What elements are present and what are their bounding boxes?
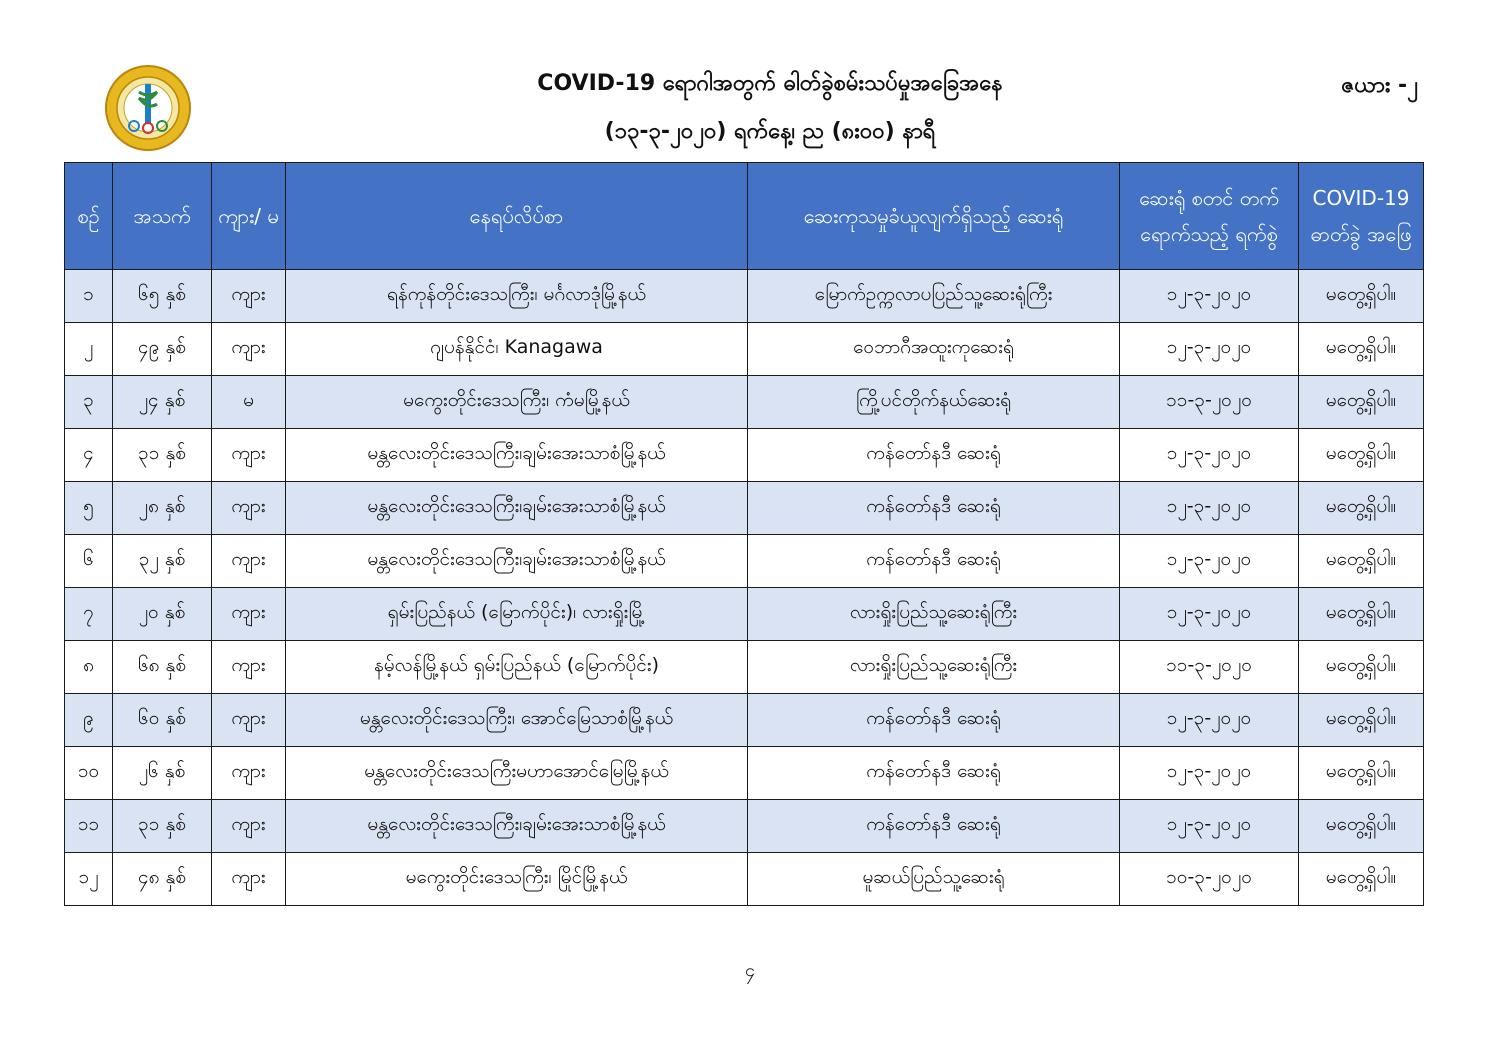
cell-admission-date: ၁၂-၃-၂၀၂၀ [1120, 535, 1299, 588]
cell-gender: ကျား [212, 270, 286, 323]
table-row [65, 323, 1424, 376]
cell-gender: ကျား [212, 588, 286, 641]
column-header-age: အသက် [113, 163, 212, 270]
cell-admission-date: ၁၂-၃-၂၀၂၀ [1120, 429, 1299, 482]
cell-hospital: ကန်တော်နဒီ ဆေးရုံ [748, 747, 1120, 800]
cell-address: မန္တလေးတိုင်းဒေသကြီး၊ အောင်မြေသာစံမြို့နယ် [286, 694, 748, 747]
cell-test-result: မတွေ့ရှိပါ။ [1299, 588, 1424, 641]
cell-test-result: မတွေ့ရှိပါ။ [1299, 482, 1424, 535]
cell-hospital: ကြို့ပင်တိုက်နယ်ဆေးရုံ [748, 376, 1120, 429]
page-number: ၄ [744, 960, 756, 981]
cell-test-result: မတွေ့ရှိပါ။ [1299, 800, 1424, 853]
cell-address: မန္တလေးတိုင်းဒေသကြီး၊ချမ်းအေးသာစံမြို့နယ် [286, 429, 748, 482]
cell-admission-date: ၁၂-၃-၂၀၂၀ [1120, 270, 1299, 323]
cell-address: မန္တလေးတိုင်းဒေသကြီးမဟာအောင်မြေမြို့နယ် [286, 747, 748, 800]
cell-admission-date: ၁၂-၃-၂၀၂၀ [1120, 482, 1299, 535]
cell-gender: ကျား [212, 641, 286, 694]
cell-test-result: မတွေ့ရှိပါ။ [1299, 270, 1424, 323]
cell-no: ၁ [65, 270, 113, 323]
table-row [65, 270, 1424, 323]
cell-age: ၂၀ နှစ် [113, 588, 212, 641]
column-header-no: စဉ် [65, 163, 113, 270]
cell-admission-date: ၁၂-၃-၂၀၂၀ [1120, 588, 1299, 641]
cell-hospital: ကန်တော်နဒီ ဆေးရုံ [748, 535, 1120, 588]
table-header-row [65, 163, 1424, 270]
annex-label: ဇယား -၂ [1341, 73, 1418, 98]
cell-test-result: မတွေ့ရှိပါ။ [1299, 323, 1424, 376]
cell-address: မကွေးတိုင်းဒေသကြီး၊ ကံမမြို့နယ် [286, 376, 748, 429]
cell-admission-date: ၁၁-၃-၂၀၂၀ [1120, 376, 1299, 429]
cell-age: ၆၅ နှစ် [113, 270, 212, 323]
table-row [65, 694, 1424, 747]
cell-gender: ကျား [212, 323, 286, 376]
column-header-hospital: ဆေးကုသမှုခံယူလျက်ရှိသည့် ဆေးရုံ [748, 163, 1120, 270]
cell-test-result: မတွေ့ရှိပါ။ [1299, 853, 1424, 906]
cases-table [64, 162, 1424, 906]
column-header-address: နေရပ်လိပ်စာ [286, 163, 748, 270]
column-header-admission-date: ဆေးရုံ စတင် တက်ရောက်သည့် ရက်စွဲ [1120, 163, 1299, 270]
cell-age: ၂၄ နှစ် [113, 376, 212, 429]
cell-admission-date: ၁၂-၃-၂၀၂၀ [1120, 800, 1299, 853]
cell-no: ၂ [65, 323, 113, 376]
cell-address: ရှမ်းပြည်နယ် (မြောက်ပိုင်း)၊ လားရှိုးမြို့ [286, 588, 748, 641]
cell-no: ၁၀ [65, 747, 113, 800]
cell-age: ၃၁ နှစ် [113, 429, 212, 482]
cell-gender: ကျား [212, 535, 286, 588]
cell-age: ၄၈ နှစ် [113, 853, 212, 906]
cell-gender: ကျား [212, 747, 286, 800]
cell-gender: ကျား [212, 429, 286, 482]
page-title: COVID-19 ရောဂါအတွက် ဓါတ်ခွဲစမ်းသပ်မှုအခြေအနေ [537, 71, 1003, 96]
cell-no: ၄ [65, 429, 113, 482]
cell-address: မန္တလေးတိုင်းဒေသကြီး၊ချမ်းအေးသာစံမြို့နယ် [286, 800, 748, 853]
cell-admission-date: ၁၂-၃-၂၀၂၀ [1120, 747, 1299, 800]
cell-address: မကွေးတိုင်းဒေသကြီး၊ မြိုင်မြို့နယ် [286, 853, 748, 906]
cell-age: ၆၀ နှစ် [113, 694, 212, 747]
cell-address: မန္တလေးတိုင်းဒေသကြီး၊ချမ်းအေးသာစံမြို့နယ် [286, 535, 748, 588]
table-row [65, 376, 1424, 429]
cell-hospital: ကန်တော်နဒီ ဆေးရုံ [748, 800, 1120, 853]
table-row [65, 853, 1424, 906]
cell-hospital: မြောက်ဥက္ကလာပပြည်သူ့ဆေးရုံကြီး [748, 270, 1120, 323]
cell-no: ၁၂ [65, 853, 113, 906]
cell-age: ၆၈ နှစ် [113, 641, 212, 694]
cell-test-result: မတွေ့ရှိပါ။ [1299, 376, 1424, 429]
cell-test-result: မတွေ့ရှိပါ။ [1299, 747, 1424, 800]
cell-test-result: မတွေ့ရှိပါ။ [1299, 694, 1424, 747]
cell-no: ၈ [65, 641, 113, 694]
table-row [65, 429, 1424, 482]
column-header-test-result: COVID-19 ဓာတ်ခွဲ အဖြေ [1299, 163, 1424, 270]
cell-admission-date: ၁၀-၃-၂၀၂၀ [1120, 853, 1299, 906]
cell-no: ၆ [65, 535, 113, 588]
cell-age: ၄၉ နှစ် [113, 323, 212, 376]
cell-no: ၃ [65, 376, 113, 429]
cell-test-result: မတွေ့ရှိပါ။ [1299, 429, 1424, 482]
cell-age: ၂၆ နှစ် [113, 747, 212, 800]
cell-no: ၅ [65, 482, 113, 535]
cell-no: ၁၁ [65, 800, 113, 853]
cell-age: ၂၈ နှစ် [113, 482, 212, 535]
table-row [65, 747, 1424, 800]
cell-age: ၃၂ နှစ် [113, 535, 212, 588]
table-row [65, 588, 1424, 641]
cell-admission-date: ၁၂-၃-၂၀၂၀ [1120, 694, 1299, 747]
cell-gender: ကျား [212, 800, 286, 853]
page-subtitle: (၁၃-၃-၂၀၂၀) ရက်နေ့၊ ည (၈း၀၀) နာရီ [604, 119, 936, 144]
cell-hospital: ဝေဘာဂီအထူးကုဆေးရုံ [748, 323, 1120, 376]
cell-gender: ကျား [212, 853, 286, 906]
cell-no: ၇ [65, 588, 113, 641]
column-header-gender: ကျား/ မ [212, 163, 286, 270]
cell-address: ရန်ကုန်တိုင်းဒေသကြီး၊ မင်္ဂလာဒုံမြို့နယ် [286, 270, 748, 323]
cell-age: ၃၁ နှစ် [113, 800, 212, 853]
cell-gender: ကျား [212, 694, 286, 747]
table-row [65, 482, 1424, 535]
cell-gender: မ [212, 376, 286, 429]
table-row [65, 800, 1424, 853]
cell-address: မန္တလေးတိုင်းဒေသကြီး၊ချမ်းအေးသာစံမြို့နယ် [286, 482, 748, 535]
cell-hospital: ကန်တော်နဒီ ဆေးရုံ [748, 482, 1120, 535]
cell-hospital: ကန်တော်နဒီ ဆေးရုံ [748, 429, 1120, 482]
cell-hospital: ကန်တော်နဒီ ဆေးရုံ [748, 694, 1120, 747]
cell-hospital: လားရှိုးပြည်သူ့ဆေးရုံကြီး [748, 588, 1120, 641]
table-row [65, 535, 1424, 588]
cell-address: နမ့်လန်မြို့နယ် ရှမ်းပြည်နယ် (မြောက်ပိုင်း) [286, 641, 748, 694]
cell-admission-date: ၁၁-၃-၂၀၂၀ [1120, 641, 1299, 694]
cell-test-result: မတွေ့ရှိပါ။ [1299, 641, 1424, 694]
cell-hospital: လားရှိုးပြည်သူ့ဆေးရုံကြီး [748, 641, 1120, 694]
cell-address: ဂျပန်နိုင်ငံ၊ Kanagawa [286, 323, 748, 376]
cell-gender: ကျား [212, 482, 286, 535]
table-row [65, 641, 1424, 694]
cell-no: ၉ [65, 694, 113, 747]
cell-test-result: မတွေ့ရှိပါ။ [1299, 535, 1424, 588]
cell-hospital: မူဆယ်ပြည်သူ့ဆေးရုံ [748, 853, 1120, 906]
cell-admission-date: ၁၂-၃-၂၀၂၀ [1120, 323, 1299, 376]
